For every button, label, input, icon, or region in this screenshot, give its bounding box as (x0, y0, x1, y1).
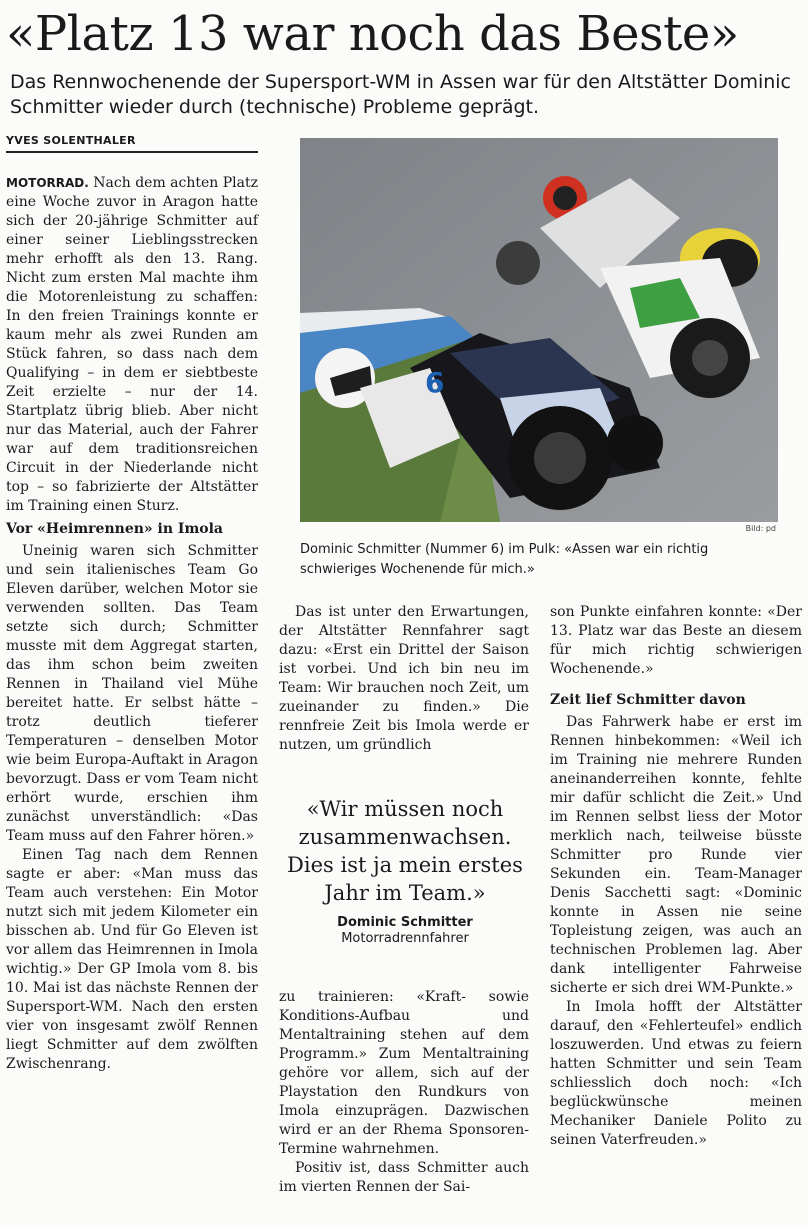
rider-number: 6 (425, 366, 445, 399)
paragraph: son Punkte einfahren konnte: «Der 13. Platz war das Beste an diesem für mich richtig schwierigen Wochenende.» (550, 604, 802, 677)
pull-quote (282, 795, 528, 947)
paragraph: Uneinig waren sich Schmitter und sein italienisches Team Go Eleven darüber, welchen Motor sie verwenden sollten. Das Team setzte sich durch; Schmitter musste mit dem Aggregat starten, das ihm schon beim zweiten Rennen in Thailand viel Mühe bereitet hatte. Er selbst hätte – trotz deutlich tieferer Temperaturen – denselben Motor wie beim Europa-Auftakt in Aragon bevorzugt. Dass er vom Team nicht erhört wurde, erschien ihm zunächst unverständlich: «Das Team muss auf den Fahrer hören.» (6, 543, 258, 844)
paragraph: Das ist unter den Erwartungen, der Altstätter Rennfahrer sagt dazu: «Erst ein Drittel der Saison ist vorbei. Und ich bin neu im Team: Wir brauchen noch Zeit, um zueinander zu finden.» Die rennfreie Zeit bis Imola werde er nutzen, um gründlich (279, 604, 529, 753)
paragraph: zu trainieren: «Kraft- sowie Konditions-Aufbau und Mentaltraining stehen auf dem Programm.» Zum Mentaltraining gehöre vor allem, sich auf der Playstation den Rundkurs von Imola einzuprägen. Dazwischen wird er an der Rhema Sponsoren-Termine wahrnehmen. (279, 989, 529, 1157)
headline: «Platz 13 war noch das Beste» (6, 6, 739, 62)
section-heading-imola: Vor «Heimrennen» in Imola (6, 521, 223, 537)
pull-quote-name: Dominic Schmitter (337, 915, 473, 930)
pull-quote-role: Motorradrennfahrer (341, 931, 469, 946)
kicker: MOTORRAD. (6, 176, 89, 190)
photo-credit: Bild: pd (745, 524, 776, 533)
paragraph: Das Fahrwerk habe er erst im Rennen hinbekommen: «Weil ich im Training nie mehrere Runden aneinanderreihen konnte, fehlte mir dafür schlicht die Zeit.» Und im Rennen selbst liess der Motor merklich nach, teilweise büsste Schmitter pro Runde vier Sekunden ein. Team-Manager Denis Sacchetti sagt: «Dominic konnte in Assen nie seine Topleistung zeigen, was auch an technischen Problemen lag. Aber dank intelligenter Fahrweise sicherte er sich drei WM-Punkte.» (550, 714, 802, 996)
race-photo (300, 138, 778, 522)
paragraph: Einen Tag nach dem Rennen sagte er aber: «Man muss das Team auch verstehen: Ein Motor nutzt sich mit jedem Kilometer ein bisschen ab. Und für Go Eleven ist vor allem das Heimrennen in Imola wichtig.» Der GP Imola vom 8. bis 10. Mai ist das nächste Rennen der Supersport-WM. Nach den ersten vier von insgesamt zwölf Rennen liegt Schmitter auf dem zwölften Zwischenrang. (6, 847, 258, 1072)
lead-paragraph (6, 174, 258, 516)
paragraph: In Imola hofft der Altstätter darauf, den «Fehlerteufel» endlich loszuwerden. Und etwas zu feiern hatten Schmitter und sein Team schliesslich doch noch: «Ich beglückwünsche meinen Mechaniker Daniele Polito zu seinen Vaterfreuden.» (550, 999, 802, 1148)
section-heading-zeit: Zeit lief Schmitter davon (550, 692, 746, 708)
article-column-3 (550, 603, 802, 1150)
subheadline: Das Rennwochenende der Supersport-WM in Assen war für den Altstätter Dominic Schmitter wieder durch (technische) Probleme geprägt. (10, 71, 791, 118)
pull-quote-text: «Wir müssen noch zusammenwachsen. Dies ist ja mein erstes Jahr im Team.» (287, 797, 523, 905)
photo-caption: Dominic Schmitter (Nummer 6) im Pulk: «Assen war ein richtig schwieriges Wochenende für mich.» (300, 542, 709, 577)
article-column-2-continued (279, 988, 529, 1197)
article-column-2 (279, 603, 529, 755)
byline: YVES SOLENTHALER (6, 134, 258, 153)
lead-text: Nach dem achten Platz eine Woche zuvor in Aragon hatte sich der 20-jährige Schmitter auf einer seiner Lieblingsstrecken mehr erhofft als den 13. Rang. Nicht zum ersten Mal machte ihm die Motorenleistung zu schaffen: In den freien Trainings konnte er kaum mehr als zwei Runden am Stück fahren, so dass nach dem Qualifying – in dem er siebtbeste Zeit erzielte – nur der 14. Startplatz übrig blieb. Aber nicht nur das Material, auch der Fahrer war auf dem traditionsreichen Circuit in der Niederlande nicht top – so fabrizierte der Altstätter im Training einen Sturz. (6, 175, 258, 514)
article-column-1 (6, 174, 258, 1074)
paragraph: Positiv ist, dass Schmitter auch im vierten Rennen der Sai- (279, 1160, 529, 1195)
